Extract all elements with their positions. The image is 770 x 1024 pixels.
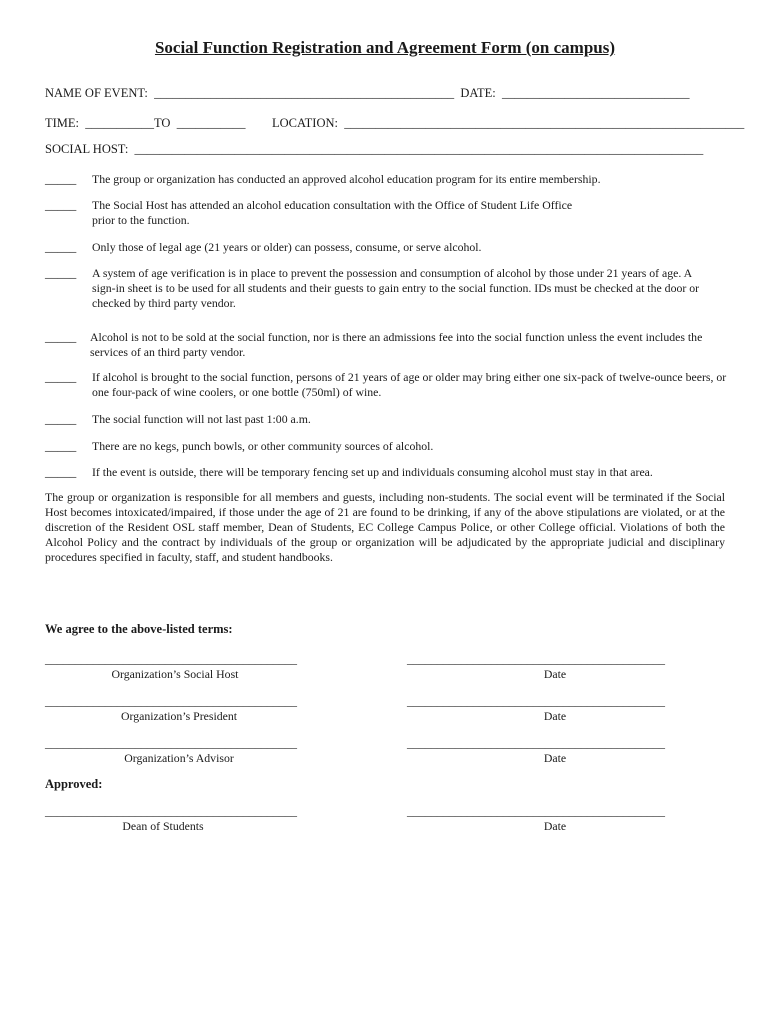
president-date-line[interactable]: ___________________________________________ <box>407 694 665 708</box>
agree-heading: We agree to the above-listed terms: <box>45 622 233 636</box>
advisor-caption: Organization’s Advisor <box>124 751 234 765</box>
checkbox-blank-8[interactable]: _____ <box>45 439 77 453</box>
name-of-event-field[interactable]: NAME OF EVENT: ________________________________________________ DATE: ______________________________ <box>45 86 690 100</box>
social-host-date-caption: Date <box>543 667 567 681</box>
responsibility-paragraph: The group or organization is responsible for all members and guests, including non-students. The social event will be terminated if the Social Host becomes intoxicated/impaired, if those under the age of 21 are found to be drinking, if any of the above stipulations are violated, or at the discretion of the Resident OSL staff member, Dean of Students, EC College Campus Police, or other College official. Violations of both the Alcohol Policy and the contract by individuals of the group or organization will be adjudicated by the appropriate judicial and disciplinary procedures specified in faculty, staff, and student handbooks. <box>45 490 725 564</box>
location-field[interactable]: LOCATION: ________________________________________________________________ <box>272 116 745 130</box>
checkbox-blank-9[interactable]: _____ <box>45 465 77 479</box>
checkbox-blank-2[interactable]: _____ <box>45 198 77 212</box>
social-host-date-line[interactable]: ___________________________________________ <box>407 652 665 666</box>
agreement-item-1: The group or organization has conducted an approved alcohol education program for its entire membership. <box>92 172 601 186</box>
checkbox-blank-6[interactable]: _____ <box>45 370 77 384</box>
checkbox-blank-5[interactable]: _____ <box>45 330 77 344</box>
president-signature-line[interactable]: __________________________________________ <box>45 694 297 708</box>
social-host-field[interactable]: SOCIAL HOST: ___________________________________________________________________________________________ <box>45 142 704 156</box>
agreement-item-7: The social function will not last past 1:00 a.m. <box>92 412 311 426</box>
advisor-date-line[interactable]: ___________________________________________ <box>407 736 665 750</box>
time-field[interactable]: TIME: ___________TO ___________ <box>45 116 246 130</box>
social-host-caption: Organization’s Social Host <box>111 667 239 681</box>
form-title: Social Function Registration and Agreement Form (on campus) <box>154 38 616 57</box>
agreement-item-9: If the event is outside, there will be temporary fencing set up and individuals consuming alcohol must stay in that area. <box>92 465 653 479</box>
advisor-date-caption: Date <box>543 751 567 765</box>
checkbox-blank-7[interactable]: _____ <box>45 412 77 426</box>
agreement-item-2: The Social Host has attended an alcohol education consultation with the Office of Student Life Office prior to the function. <box>92 198 573 227</box>
dean-date-line[interactable]: ___________________________________________ <box>407 804 665 818</box>
agreement-item-4: A system of age verification is in place to prevent the possession and consumption of alcohol by those under 21 years of age. A sign-in sheet is to be used for all students and their guests to gain entry to the social function. IDs must be checked at the door or checked by third party vendor. <box>92 266 700 310</box>
dean-date-caption: Date <box>543 819 567 833</box>
agreement-item-5: Alcohol is not to be sold at the social function, nor is there an admissions fee into the social function unless the event includes the services of an third party vendor. <box>90 330 703 359</box>
agreement-item-3: Only those of legal age (21 years or older) can possess, consume, or serve alcohol. <box>92 240 482 254</box>
checkbox-blank-4[interactable]: _____ <box>45 266 77 280</box>
checkbox-blank-3[interactable]: _____ <box>45 240 77 254</box>
president-caption: Organization’s President <box>120 709 238 723</box>
agreement-item-6: If alcohol is brought to the social function, persons of 21 years of age or older may bring either one six-pack of twelve-ounce beers, or one four-pack of wine coolers, or one bottle (750ml) of wine. <box>92 370 727 399</box>
checkbox-blank-1[interactable]: _____ <box>45 172 77 186</box>
advisor-signature-line[interactable]: __________________________________________ <box>45 736 297 750</box>
dean-signature-line[interactable]: __________________________________________ <box>45 804 297 818</box>
dean-caption: Dean of Students <box>122 819 204 833</box>
president-date-caption: Date <box>543 709 567 723</box>
agreement-item-8: There are no kegs, punch bowls, or other community sources of alcohol. <box>92 439 434 453</box>
social-host-signature-line[interactable]: __________________________________________ <box>45 652 297 666</box>
approved-heading: Approved: <box>45 777 103 791</box>
